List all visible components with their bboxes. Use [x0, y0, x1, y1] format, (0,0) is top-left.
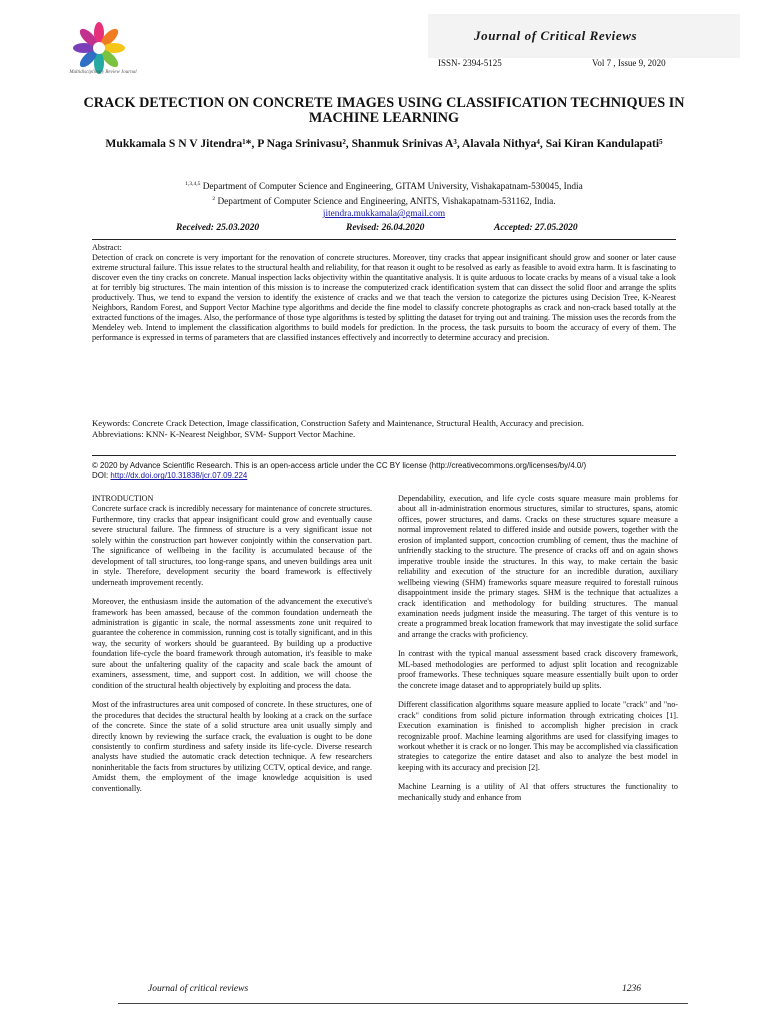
paragraph: Concrete surface crack is incredibly necessary for maintenance of concrete structures. Furthermore, tiny cracks that appear insignificant could grow and eventually cause severe structural failure. The firmness of structure is a very significant issue not solely within the construction part however conjointly within the conservation part. The significance of wellbeing in the facility is accumulated because of the development of tall structures, too long-range spans, and uneven buildings area unit in style. Therefore, development security the board framework is effectively underneath improvement recently.: [92, 504, 372, 587]
license-block: [92, 461, 692, 482]
page-number: 1236: [622, 984, 641, 994]
body-column-right: [398, 494, 678, 812]
affiliation-2: $^2$ Department of Computer Science and Engineering, ANITS, Vishakapatnam-531162, India.: [212, 196, 556, 208]
affiliations: [0, 178, 768, 220]
license-text: © 2020 by Advance Scientific Research. This is an open-access article under the CC BY license (http://creativecommons.org/licenses/by/4.0/): [92, 461, 587, 470]
issn: ISSN- 2394-5125: [438, 58, 502, 68]
footer-journal: Journal of critical reviews: [148, 984, 249, 994]
accepted-date: Accepted: 27.05.2020: [494, 223, 578, 233]
paragraph: Different classification algorithms square measure applied to locate "crack" and "no-crack" conditions from solid picture information through extricating choices [1]. Execution examination is finished to accomplish higher precision in crack recognizable proof. Machine learning algorithms are used for classifying images to workout whether it is crack or no longer. This may be accomplished via classification strategies to categorize the entire dataset and also to analyze the best model in keeping with its accuracy and precision [2].: [398, 700, 678, 772]
journal-name: Journal of Critical Reviews: [474, 28, 638, 43]
abbreviations: Abbreviations: KNN- K-Nearest Neighbor, SVM- Support Vector Machine.: [92, 429, 356, 439]
doi-label: DOI:: [92, 471, 111, 481]
abstract-text: Detection of crack on concrete is very important for the renovation of concrete structures. Moreover, tiny cracks that appear insignificant should grow and sooner or later cause extreme structural failure. This issue relates to the structural health and reliability, for that reason it ought to be resolved as early as feasible to avoid extra harm. It is fascinating to discover even the tiny cracks on concrete. Manual inspection lacks objectivity within the quantitative analysis. It is quite arduous to locate cracks by means of a visual take a look at for terribly big structures. The main intention of this mission is to increase the computerized crack identification system that can dissect the solid floor and arrange the splits productively. Thus, we tend to expand the version to identify the existence of cracks and we that teach the version to categorize the pictures using Decision Tree, K-Nearest Neighbors, Random Forest, and Support Vector Machine type algorithms and decide the fine model to classify concrete photographs as crack and non-crack based totally at the extracted functions of the images. Also, the performance of those type algorithms is tested by splitting the dataset for trying out and training. The mission uses the records from the Mendeley web. Intend to implement the classification algorithms to build models for prediction. In the process, the task pursuits to boom the accuracy of every of them. The performance is expressed in terms of parameters that are classified instances effectively and incorrectly to determine accuracy and precision.: [92, 253, 676, 343]
abstract-heading: Abstract:: [92, 243, 122, 252]
body-column-left: [92, 494, 372, 803]
paragraph: In contrast with the typical manual assessment based crack discovery framework, ML-based methodologies are performed to adjust split location and recognizable proof frameworks. These techniques square measure essentially built upon to order the concrete image dataset and to appropriately build up splits.: [398, 649, 678, 690]
doi-link[interactable]: http://dx.doi.org/10.31838/jcr.07.09.224: [110, 471, 248, 481]
paper-title: CRACK DETECTION ON CONCRETE IMAGES USING CLASSIFICATION TECHNIQUES IN MACHINE LEARNING: [83, 95, 685, 126]
abstract: [92, 243, 676, 343]
abstract-bottom-rule: [92, 455, 676, 456]
keywords-block: [92, 418, 676, 440]
paragraph: Dependability, execution, and life cycle costs square measure main problems for about all in-administration enormous structures, similar to structures, spans, atomic offices, power structures, and dams. Cracks on these structures square measure a normal improvement related to differed inside and outside powers, together with the erosion of implanted support, concoction crumbling of cement, thus the machine of unfriendly stacking to the structure. The presence of cracks off and on again shows imperative trouble inside the structures. In this way, to make certain the basic reliability and execution of the structure for an incredible duration, auxiliary wellbeing viewing (SHM) frameworks square measure required to forestall ruinous disappointment inside the primary stages. SHM is the technique that actualizes a crack identification and methodology for building structures. The manual examination needs judgment inside the measuring. The target of this venture is to create a programmed break location framework that may investigate the solid surface and arrange the cracks with proficiency.: [398, 494, 678, 639]
introduction-heading: INTRODUCTION: [92, 494, 154, 503]
affiliation-1: $^{1,3,4,5}$ Department of Computer Science and Engineering, GITAM University, Vishakapatnam-530045, India: [185, 181, 583, 193]
paragraph: Most of the infrastructures area unit composed of concrete. In these structures, one of the procedures that decides the structural health by looking at a crack on the surface of the concrete. Since the state of a solid structure area unit usually simply and directly known by reviewing the surface crack, the evaluation is ought to be done consistently to confirm sturdiness and safety inside its life-cycle. Diverse research analysts have studied the automatic crack detection technique. A few researchers noninheritable the facts from structures by utilizing CCTV, optical device, and range. Amidst them, the employment of the image knowledge acquisition is used conventionally.: [92, 700, 372, 793]
author-list: Mukkamala S N V Jitendra¹*, P Naga Srinivasu², Shanmuk Srinivas A³, Alavala Nithya⁴, Sai Kiran Kandulapati⁵: [105, 137, 663, 150]
abstract-top-rule: [92, 239, 676, 240]
footer-rule: [118, 1003, 688, 1004]
corresponding-email[interactable]: jitendra.mukkamala@gmail.com: [322, 209, 446, 220]
paragraph: Moreover, the enthusiasm inside the automation of the advancement the executive's framework has been amassed, because of the common foundation underneath the administration is gigantic in scale, the normal assessments zone unit required to guarantee the coherence in commission, running cost is totally significant, and in this way, the security of workers should be guaranteed. By building up a productive foundation life-cycle the board framework through automation, it's feasible to make sure about the unfaltering quality of the capacity and scale back the amount of examiners, assessment, time, and support cost. In addition, we will choose the condition of the structural health objectively by exploiting and process the data.: [92, 597, 372, 690]
revised-date: Revised: 26.04.2020: [346, 223, 425, 233]
logo-caption: Multidisciplinary Review Journal: [69, 70, 137, 75]
keywords: Keywords: Concrete Crack Detection, Image classification, Construction Safety and Maintenance, Structural Health, Accuracy and precision.: [92, 418, 584, 428]
volume-issue: Vol 7 , Issue 9, 2020: [592, 58, 666, 68]
received-date: Received: 25.03.2020: [176, 223, 260, 233]
paragraph: Machine Learning is a utility of AI that offers structures the functionality to mechanically study and enhance from: [398, 782, 678, 802]
